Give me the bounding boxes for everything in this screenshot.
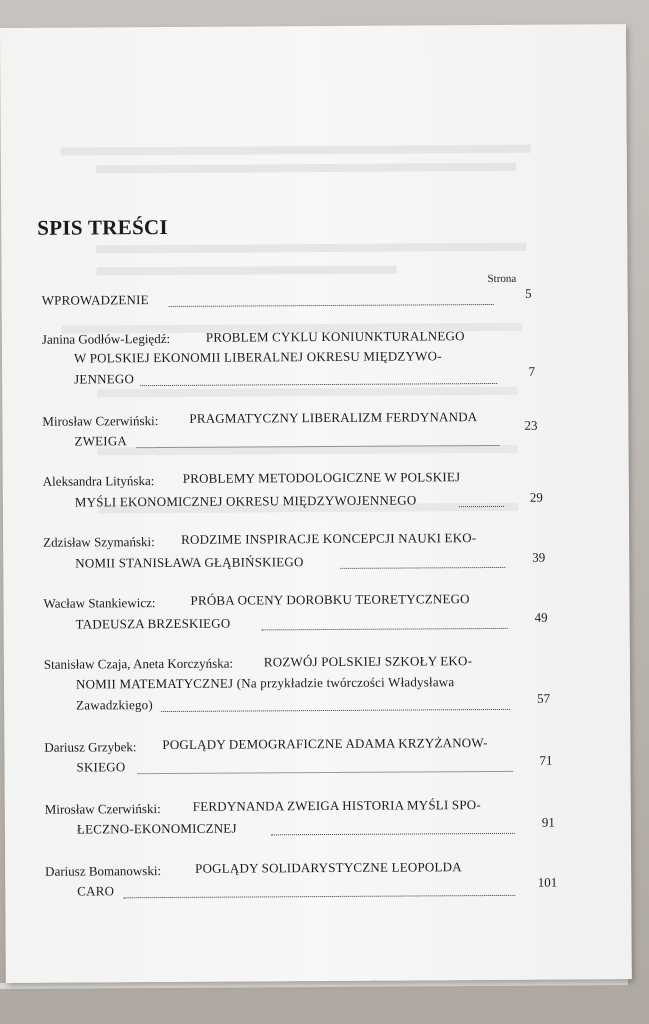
- entry-title-line: PRÓBA OCENY DOROBKU TEORETYCZNEGO: [190, 591, 470, 608]
- entry-title-line: POGLĄDY SOLIDARYSTYCZNE LEOPOLDA: [195, 859, 462, 876]
- entry-title-line: W POLSKIEJ EKONOMII LIBERALNEJ OKRESU MIĘDZYWO-: [73, 348, 442, 366]
- page-number: 49: [534, 609, 548, 625]
- entry-title-line: NOMII STANISŁAWA GŁĄBIŃSKIEGO: [75, 554, 304, 571]
- entry-author: Wacław Stankiewicz:: [43, 595, 156, 611]
- entry-author: Aleksandra Lityńska:: [42, 473, 155, 489]
- page-column-label: Strona: [487, 272, 517, 286]
- dot-leader: [161, 709, 510, 712]
- page-number: 23: [524, 417, 538, 433]
- entry-author: Mirosław Czerwiński:: [44, 801, 161, 817]
- document-page: [0, 24, 632, 983]
- entry-author: Stanisław Czaja, Aneta Korczyńska:: [43, 655, 234, 672]
- entry-author: Dariusz Bomanowski:: [45, 863, 162, 879]
- page-number: 91: [541, 814, 555, 830]
- page-number: 57: [537, 690, 551, 706]
- entry-title-line: JENNEGO: [74, 371, 135, 387]
- entry-title-line: WPROWADZENIE: [41, 292, 149, 308]
- entry-title-line: SKIEGO: [76, 759, 126, 775]
- show-through-line: [96, 266, 396, 276]
- entry-title-line: ZWEIGA: [74, 433, 128, 449]
- page-number: 71: [539, 752, 553, 768]
- page-number: 7: [528, 363, 536, 379]
- entry-author: Janina Godłów-Legiędź:: [41, 330, 171, 347]
- entry-title-line: POGLĄDY DEMOGRAFICZNE ADAMA KRZYŻANOW-: [162, 735, 488, 753]
- show-through-line: [96, 243, 526, 254]
- page-title: SPIS TREŚCI: [37, 214, 169, 240]
- dot-leader: [271, 833, 515, 835]
- dot-leader: [169, 304, 494, 307]
- page-number: 5: [525, 285, 532, 301]
- page-number: 29: [529, 489, 543, 505]
- dot-leader: [340, 567, 505, 569]
- show-through-line: [96, 163, 516, 174]
- entry-title-line: MYŚLI EKONOMICZNEJ OKRESU MIĘDZYWOJENNEGO: [74, 492, 417, 510]
- dot-leader: [262, 628, 508, 631]
- entry-title-line: PROBLEM CYKLU KONIUNKTURALNEGO: [205, 328, 465, 345]
- entry-title-line: PRAGMATYCZNY LIBERALIZM FERDYNANDA: [189, 409, 478, 426]
- entry-author: Dariusz Grzybek:: [44, 739, 137, 755]
- entry-title-line: FERDYNANDA ZWEIGA HISTORIA MYŚLI SPO-: [192, 797, 481, 814]
- dot-leader: [140, 383, 497, 386]
- entry-title-line: RODZIME INSPIRACJE KONCEPCJI NAUKI EKO-: [181, 530, 477, 547]
- entry-title-line: TADEUSZA BRZESKIEGO: [75, 615, 231, 632]
- entry-title-line: ŁECZNO-EKONOMICZNEJ: [76, 820, 237, 837]
- entry-title-line: PROBLEMY METODOLOGICZNE W POLSKIEJ: [182, 469, 461, 486]
- show-through-line: [97, 387, 517, 398]
- entry-title-line: CARO: [77, 883, 115, 899]
- page-number: 39: [532, 549, 546, 565]
- dot-leader: [138, 771, 513, 774]
- entry-title-line: NOMII MATEMATYCZNEJ (Na przykładzie twórczości Władysława: [75, 674, 455, 692]
- dot-leader: [123, 895, 515, 898]
- show-through-line: [61, 145, 531, 156]
- entry-author: Zdzisław Szymański:: [43, 534, 155, 550]
- entry-author: Mirosław Czerwiński:: [42, 413, 159, 429]
- entry-title-line: ROZWÓJ POLSKIEJ SZKOŁY EKO-: [263, 653, 473, 670]
- page-number: 101: [537, 874, 558, 890]
- entry-title-line: Zawadzkiego): [76, 697, 153, 713]
